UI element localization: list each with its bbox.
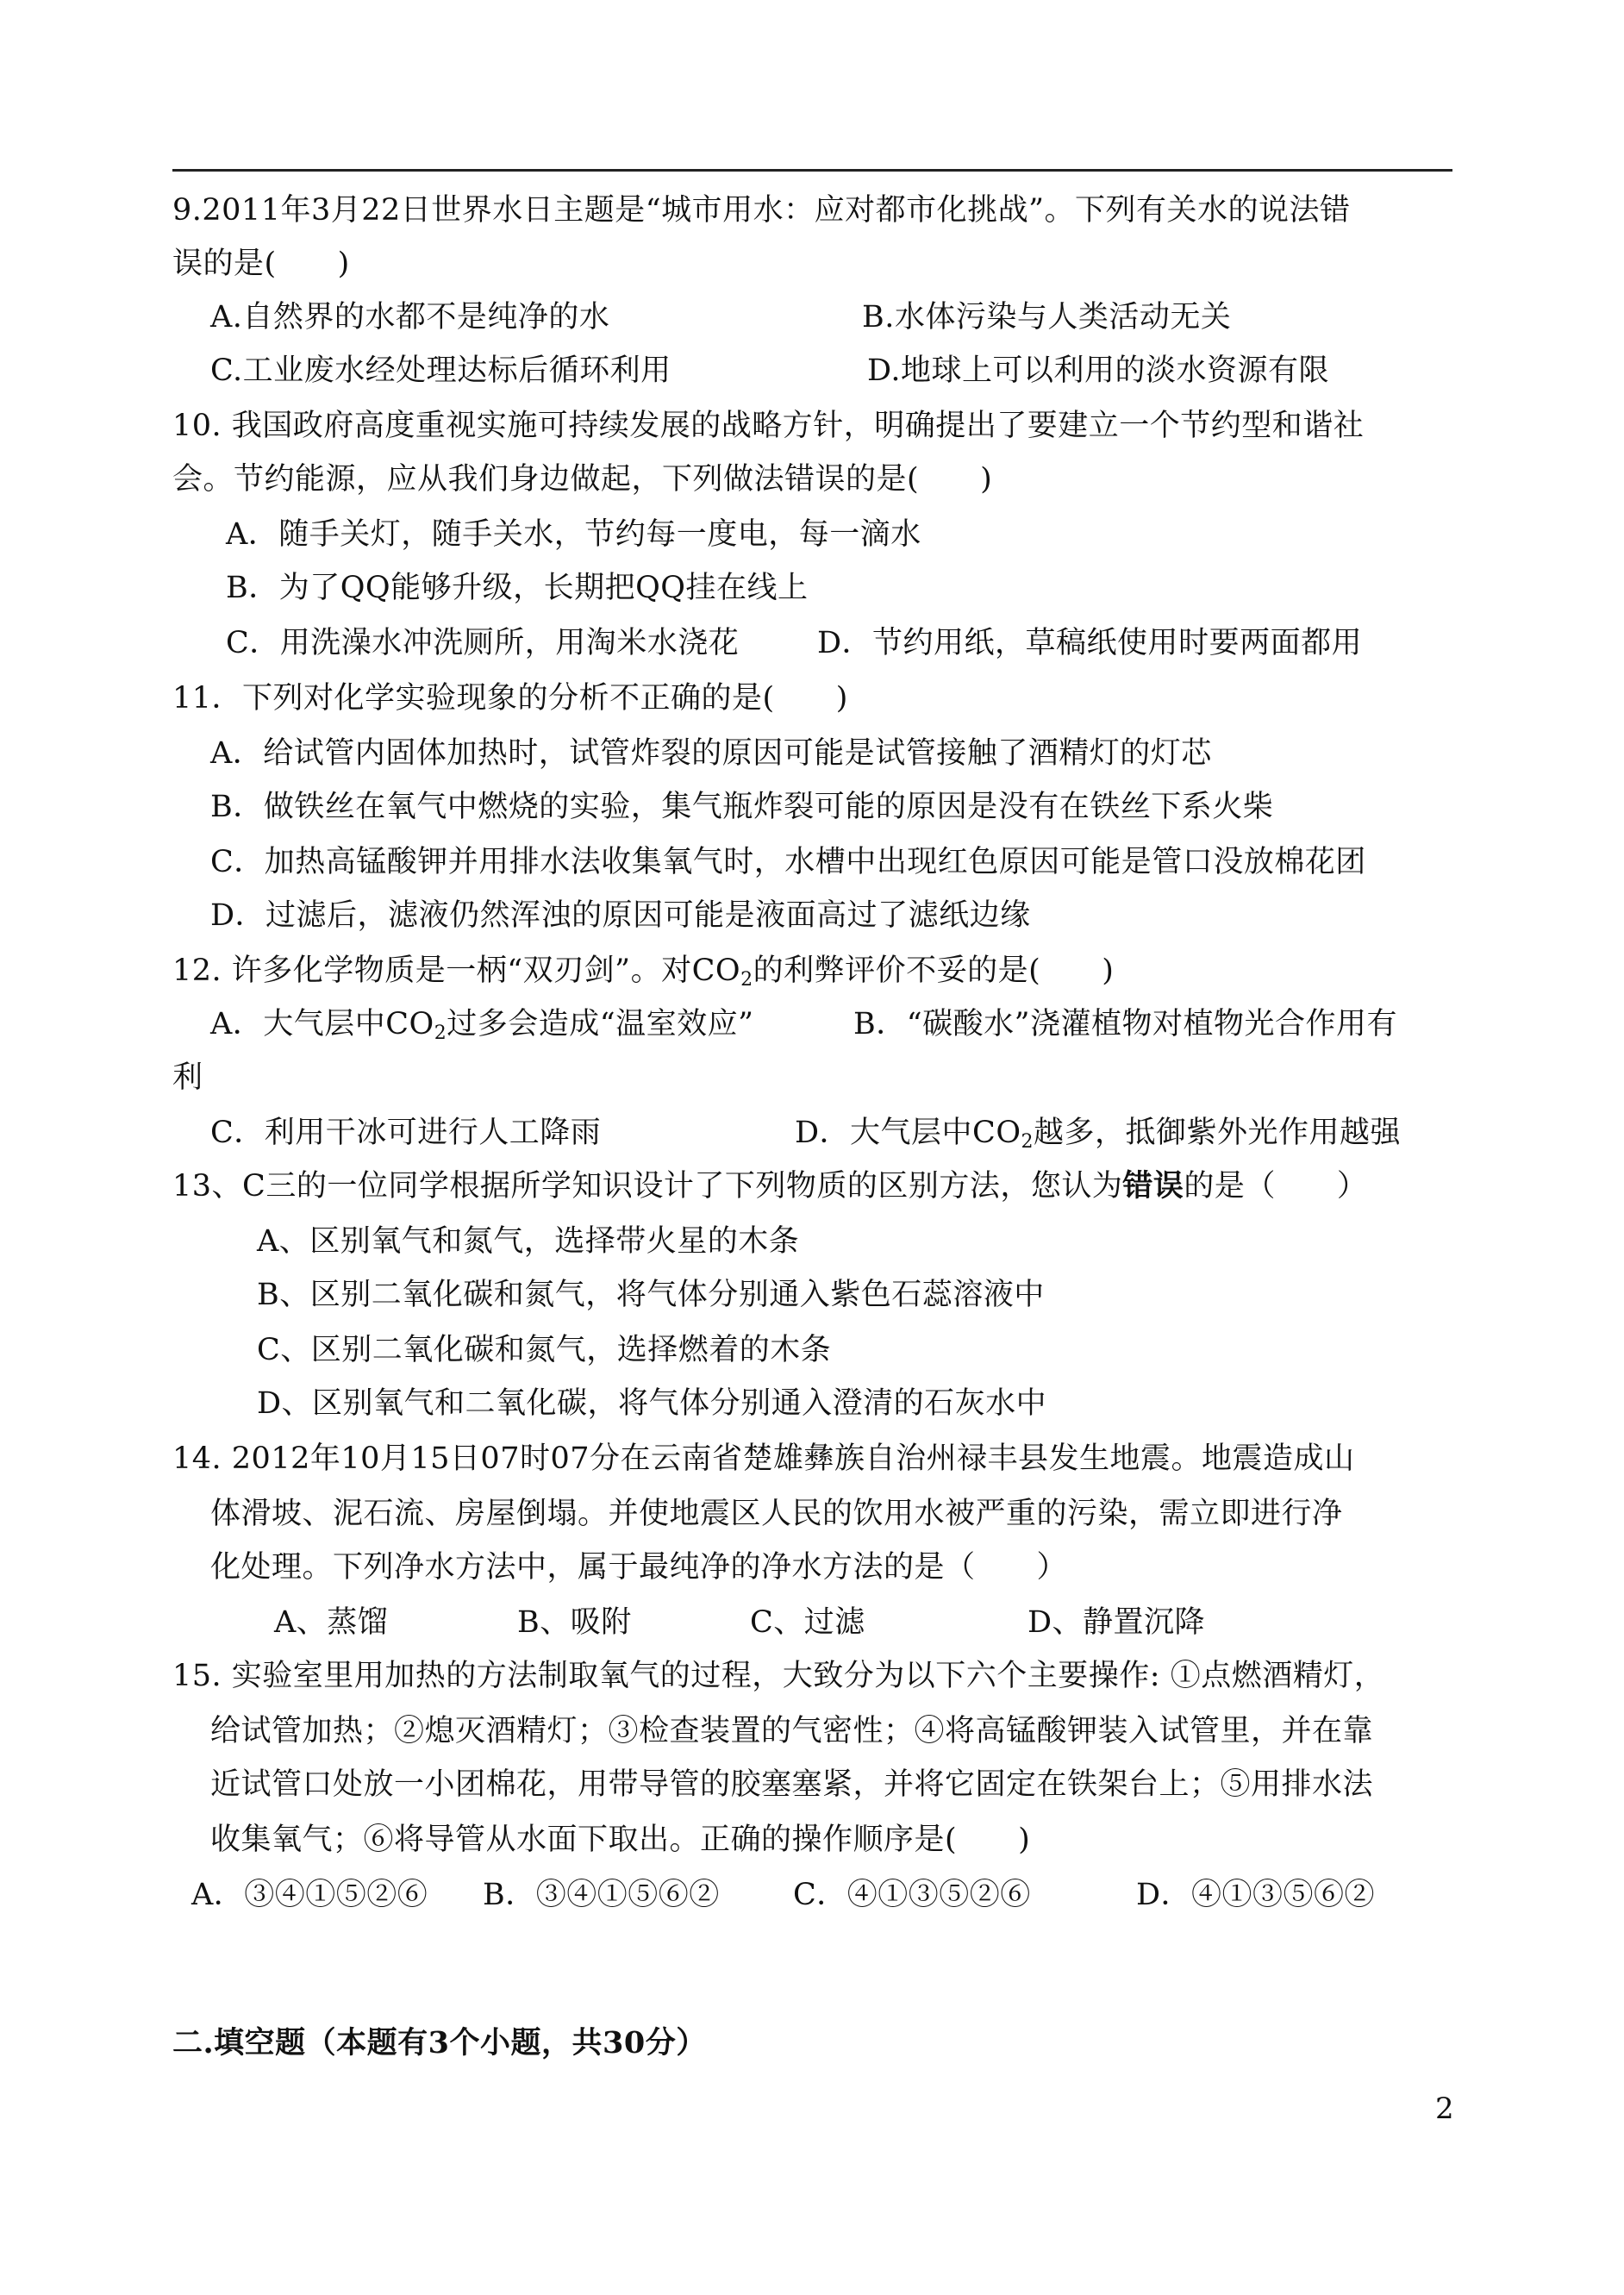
q12-stem-post: 的利弊评价不妥的是( ) xyxy=(753,954,1115,988)
q10-option-a: A．随手关灯，随手关水，节约每一度电，每一滴水 xyxy=(226,517,921,552)
q11-option-d: D．过滤后，滤液仍然浑浊的原因可能是液面高过了滤纸边缘 xyxy=(210,898,1031,933)
q14-option-c: C、过滤 xyxy=(750,1605,865,1640)
q10-option-b: B．为了QQ能够升级，长期把QQ挂在线上 xyxy=(226,571,809,605)
q13-option-a: A、区别氧气和氮气，选择带火星的木条 xyxy=(257,1224,800,1259)
q12-option-b-continued: 利 xyxy=(172,1060,203,1095)
q15-stem-line2: 给试管加热；②熄灭酒精灯；③检查装置的气密性；④将高锰酸钾装入试管里，并在靠 xyxy=(210,1714,1374,1748)
q12-option-b: B．“碳酸水”浇灌植物对植物光合作用有 xyxy=(853,1007,1398,1041)
q13-stem-pre: 13、C三的一位同学根据所学知识设计了下列物质的区别方法，您认为 xyxy=(172,1169,1123,1204)
q10-option-d: D．节约用纸，草稿纸使用时要两面都用 xyxy=(817,626,1363,660)
q9-option-d: D.地球上可以利用的淡水资源有限 xyxy=(867,353,1329,388)
q15-option-b: B．③④①⑤⑥② xyxy=(483,1878,720,1912)
q13-stem-line1 xyxy=(172,1167,1367,1205)
q13-option-c: C、区别二氧化碳和氮气，选择燃着的木条 xyxy=(257,1333,832,1367)
q12-d-pre: D．大气层中CO xyxy=(795,1116,1021,1150)
q9-option-a: A.自然界的水都不是纯净的水 xyxy=(210,300,610,335)
q12-option-d xyxy=(795,1114,1401,1152)
q12-a-sub: 2 xyxy=(434,1022,447,1044)
q14-option-d: D、静置沉降 xyxy=(1027,1605,1206,1640)
q9-option-c: C.工业废水经处理达标后循环利用 xyxy=(210,353,671,388)
q11-option-c: C．加热高锰酸钾并用排水法收集氧气时，水槽中出现红色原因可能是管口没放棉花团 xyxy=(210,845,1366,879)
q13-stem-emphasis: 错误 xyxy=(1122,1168,1184,1204)
q10-stem-line2: 会。节约能源，应从我们身边做起，下列做法错误的是( ) xyxy=(172,462,993,497)
q11-stem-line1: 11．下列对化学实验现象的分析不正确的是( ) xyxy=(172,681,848,716)
q12-d-sub: 2 xyxy=(1021,1131,1034,1153)
header-rule xyxy=(172,169,1452,172)
q13-option-b: B、区别二氧化碳和氮气，将气体分别通入紫色石蕊溶液中 xyxy=(257,1278,1045,1312)
q9-stem-line1: 9.2011年3月22日世界水日主题是“城市用水：应对都市化挑战”。下列有关水的说法错 xyxy=(172,193,1351,228)
q15-option-c: C．④①③⑤②⑥ xyxy=(793,1878,1031,1912)
q15-option-a: A．③④①⑤②⑥ xyxy=(191,1878,428,1912)
q14-option-a: A、蒸馏 xyxy=(274,1605,389,1640)
q9-stem-line2: 误的是( ) xyxy=(172,247,350,281)
q10-option-c: C．用洗澡水冲洗厕所，用淘米水浇花 xyxy=(226,626,740,660)
q11-option-b: B．做铁丝在氧气中燃烧的实验，集气瓶炸裂可能的原因是没有在铁丝下系火柴 xyxy=(210,790,1274,824)
q13-option-d: D、区别氧气和二氧化碳，将气体分别通入澄清的石灰水中 xyxy=(257,1386,1047,1421)
page-number: 2 xyxy=(1435,2092,1454,2126)
q12-stem-sub: 2 xyxy=(740,969,753,991)
q14-stem-line2: 体滑坡、泥石流、房屋倒塌。并使地震区人民的饮用水被严重的污染，需立即进行净 xyxy=(210,1497,1343,1531)
q14-option-b: B、吸附 xyxy=(517,1605,632,1640)
q11-option-a: A．给试管内固体加热时，试管炸裂的原因可能是试管接触了酒精灯的灯芯 xyxy=(210,736,1212,771)
q9-option-b: B.水体污染与人类活动无关 xyxy=(862,300,1232,335)
q14-stem-line3: 化处理。下列净水方法中，属于最纯净的净水方法的是（ ） xyxy=(210,1550,1068,1585)
q12-d-post: 越多，抵御紫外光作用越强 xyxy=(1034,1116,1402,1150)
q10-stem-line1: 10. 我国政府高度重视实施可持续发展的战略方针，明确提出了要建立一个节约型和谐社 xyxy=(172,409,1365,443)
q12-a-post: 过多会造成“温室效应” xyxy=(447,1007,754,1041)
q12-option-c: C．利用干冰可进行人工降雨 xyxy=(210,1116,602,1150)
q12-stem-pre: 12. 许多化学物质是一柄“双刃剑”。对CO xyxy=(172,954,741,988)
section2-heading: 二.填空题（本题有3个小题，共30分） xyxy=(172,2025,707,2060)
q15-stem-line4: 收集氧气；⑥将导管从水面下取出。正确的操作顺序是( ) xyxy=(210,1823,1031,1857)
q12-stem-line1 xyxy=(172,952,1114,990)
q15-stem-line3: 近试管口处放一小团棉花，用带导管的胶塞塞紧，并将它固定在铁架台上；⑤用排水法 xyxy=(210,1767,1374,1802)
q12-a-pre: A．大气层中CO xyxy=(210,1007,434,1041)
q14-stem-line1: 14. 2012年10月15日07时07分在云南省楚雄彝族自治州禄丰县发生地震。地震造成山 xyxy=(172,1441,1355,1476)
q15-stem-line1: 15. 实验室里用加热的方法制取氧气的过程，大致分为以下六个主要操作: ①点燃酒精灯， xyxy=(172,1659,1385,1693)
q13-stem-post: 的是（ ） xyxy=(1184,1169,1368,1204)
q15-option-d: D．④①③⑤⑥② xyxy=(1136,1878,1376,1912)
q12-option-a xyxy=(210,1005,754,1043)
